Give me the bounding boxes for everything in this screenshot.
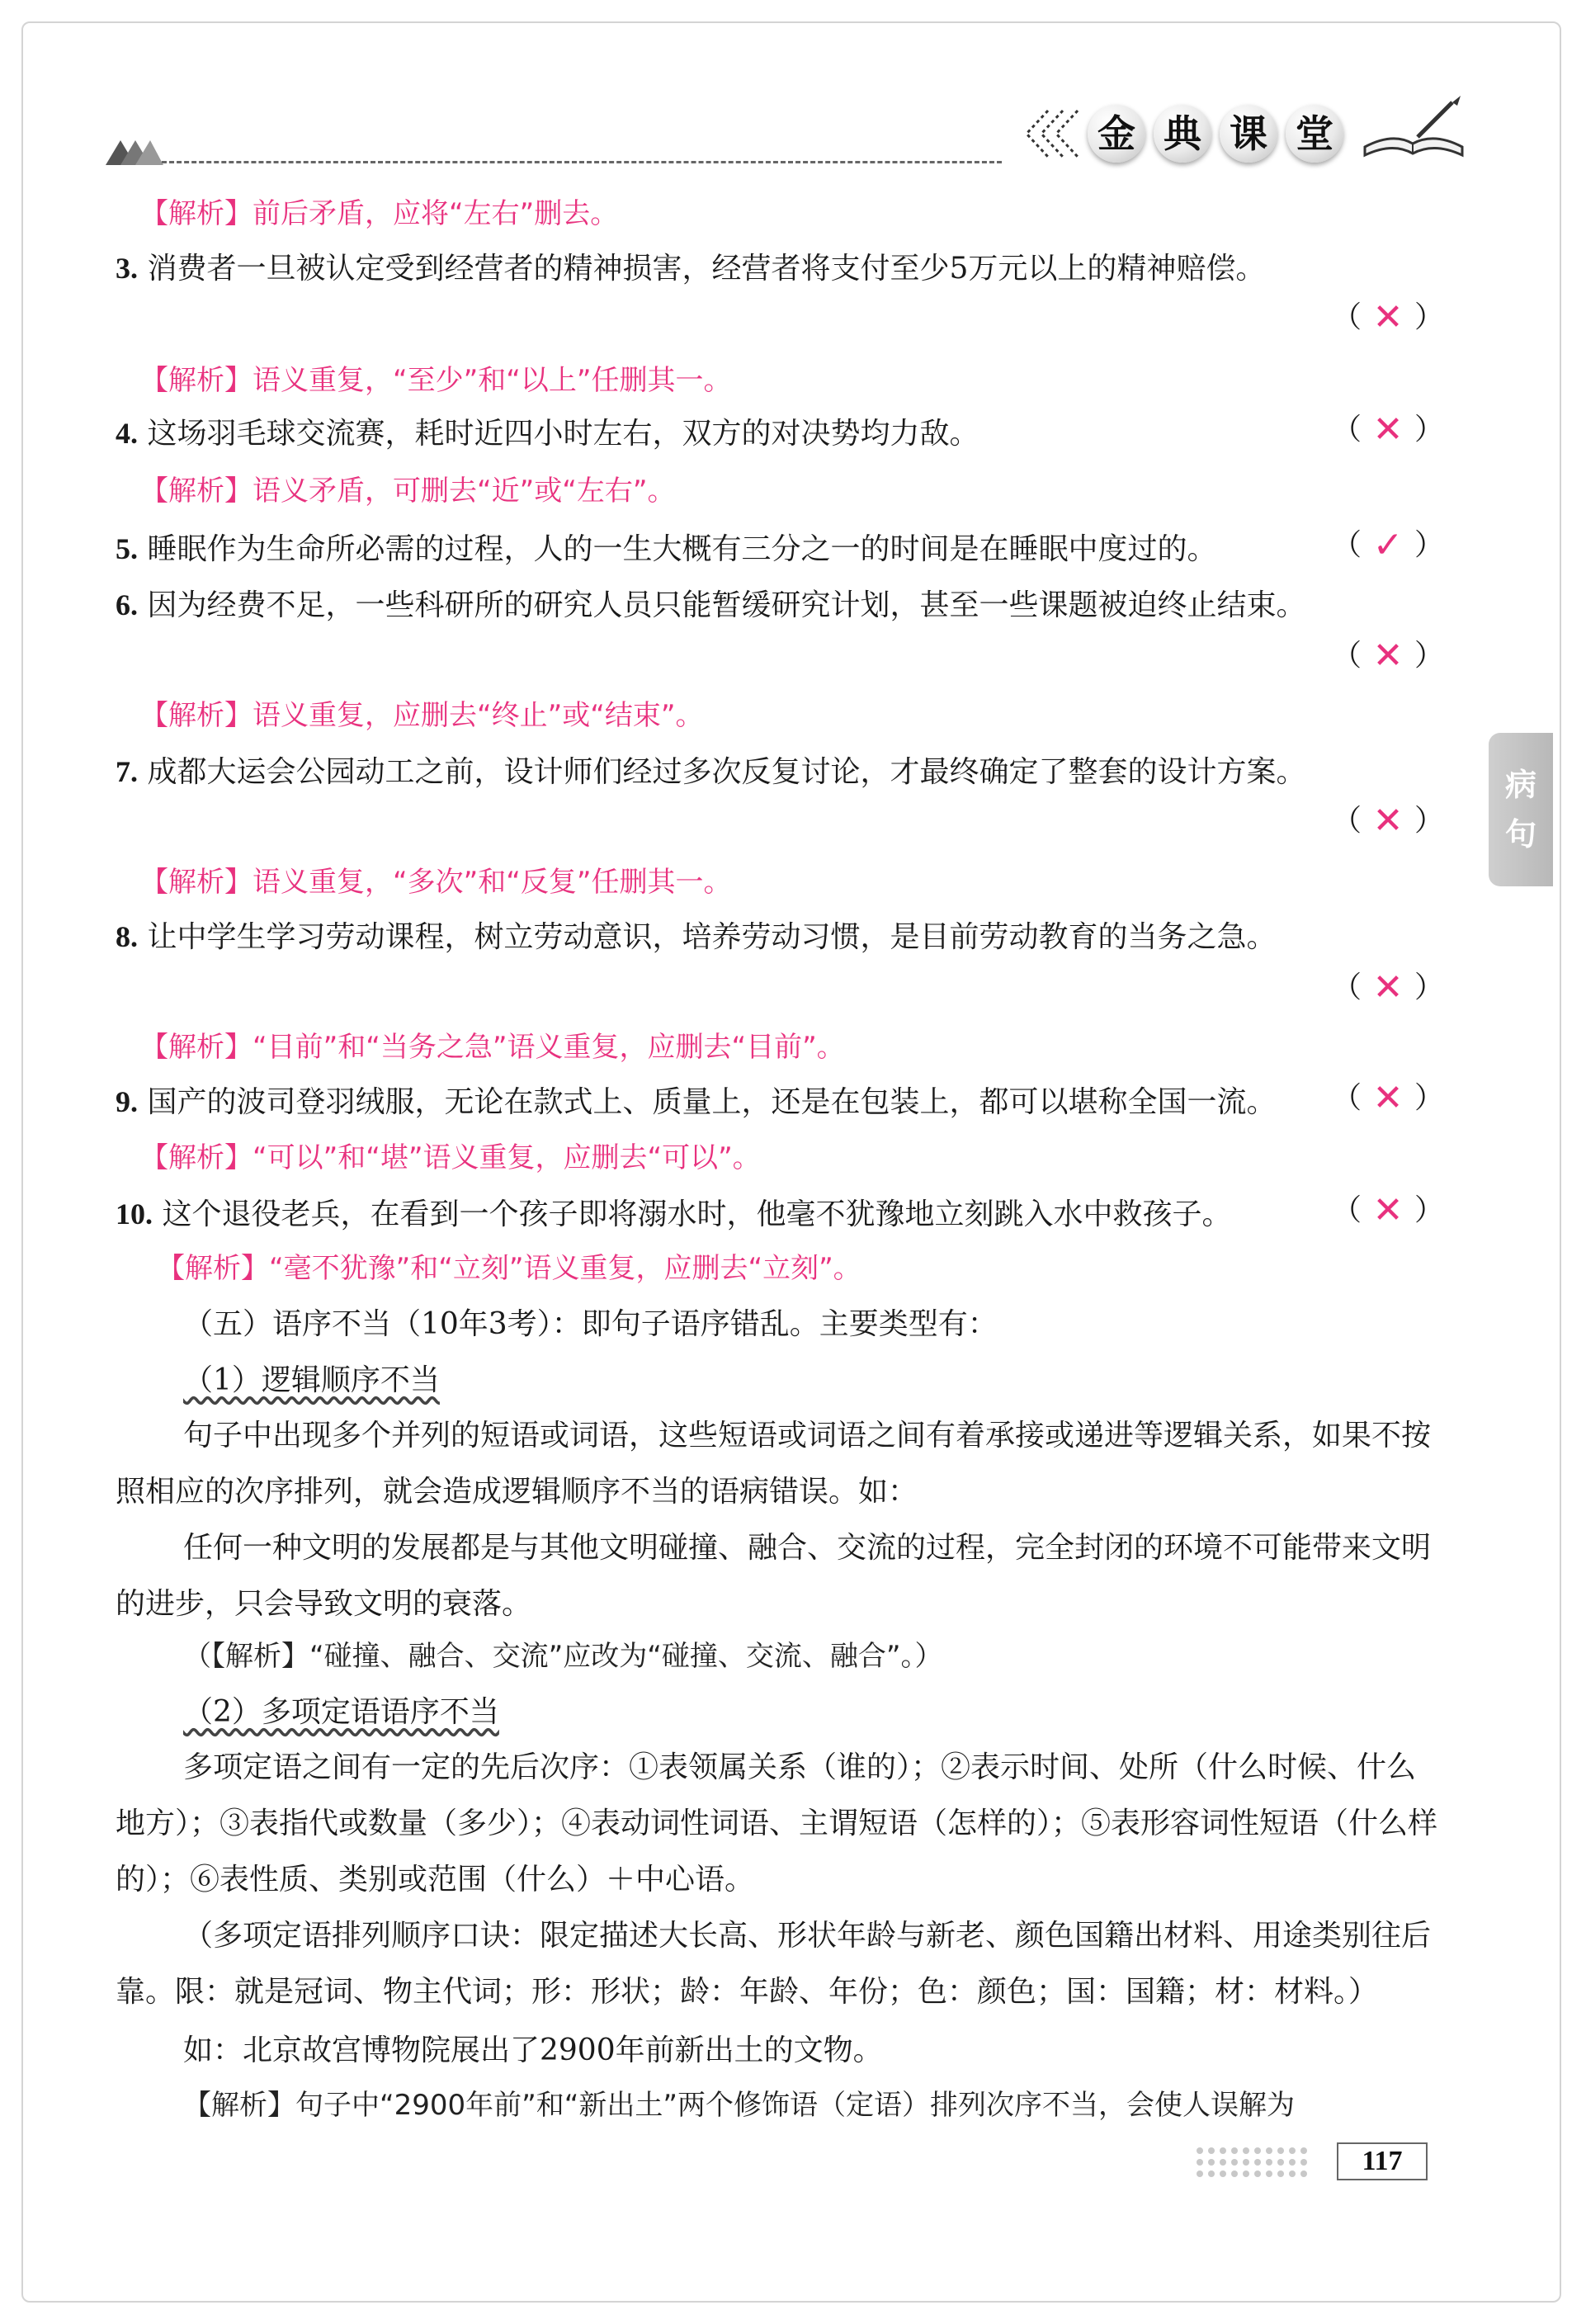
paragraph-4: （多项定语排列顺序口诀：限定描述大长高、形状年龄与新老、颜色国籍出材料、用途类别往后靠。限：就是冠词、物主代词；形：形状；龄：年龄、年份；色：颜色；国：国籍；材：材料。） (116, 1919, 1432, 2009)
subheading-text: （1）逻辑顺序不当 (183, 1363, 440, 1397)
question-number: 10. (116, 1197, 153, 1230)
question-text: 国产的波司登羽绒服，无论在款式上、质量上，还是在包装上，都可以堪称全国一流。 (147, 1085, 1277, 1119)
analysis-6: 【解析】语义重复，应删去“终止”或“结束”。 (140, 699, 704, 732)
brand-char: 金 (1088, 105, 1145, 163)
subheading-text: （2）多项定语语序不当 (183, 1695, 499, 1729)
answer-mark-4 (1332, 409, 1444, 451)
paren-open: （ (1332, 1193, 1362, 1227)
question-text: 成都大运会公园动工之前，设计师们经过多次反复讨论，才最终确定了整套的设计方案。 (147, 755, 1306, 789)
question-3 (116, 248, 1444, 290)
question-7 (116, 751, 1444, 793)
check-icon: ✓ (1372, 524, 1404, 566)
analysis-8: 【解析】“目前”和“当务之急”语义重复，应删去“目前”。 (140, 1031, 845, 1064)
paragraph-5: 如：北京故宫博物院展出了2900年前新出土的文物。 (183, 2034, 883, 2067)
answer-mark-7 (1332, 801, 1444, 842)
question-9 (116, 1081, 1444, 1123)
header-triangle-icon (106, 139, 163, 167)
side-tab-char: 病 (1504, 767, 1536, 803)
question-4 (116, 413, 1444, 455)
section-heading: （五）语序不当（10年3考）：即句子语序错乱。主要类型有： (183, 1307, 998, 1341)
paren-close: ） (1414, 1081, 1444, 1115)
analysis-2: 【解析】前后矛盾，应将“左右”删去。 (140, 197, 619, 230)
paragraph-1: 句子中出现多个并列的短语或词语，这些短语或词语之间有着承接或递进等逻辑关系，如果不按照相应的次序排列，就会造成逻辑顺序不当的语病错误。如： (116, 1419, 1432, 1509)
side-tab-char: 句 (1504, 816, 1536, 853)
question-number: 7. (116, 755, 138, 788)
analysis-3: 【解析】语义重复，“至少”和“以上”任删其一。 (140, 364, 732, 397)
paren-close: ） (1414, 971, 1444, 1004)
analysis-7: 【解析】语义重复，“多次”和“反复”任删其一。 (140, 866, 732, 899)
paren-close: ） (1414, 413, 1444, 446)
analysis-9: 【解析】“可以”和“堪”语义重复，应删去“可以”。 (140, 1141, 761, 1174)
paren-close: ） (1414, 804, 1444, 838)
brand-char: 堂 (1286, 105, 1343, 163)
paren-open: （ (1332, 300, 1362, 334)
question-number: 4. (116, 417, 138, 450)
footer-dots-decoration (1195, 2144, 1319, 2182)
question-number: 9. (116, 1085, 138, 1118)
question-10 (116, 1193, 1444, 1235)
cross-icon: ✕ (1372, 409, 1404, 451)
paragraph-3: 多项定语之间有一定的先后次序：①表领属关系（谁的）；②表示时间、处所（什么时候、什么地方）；③表指代或数量（多少）；④表动词性词语、主谓短语（怎样的）；⑤表形容词性短语（什么样的）；⑥表性质、类别或范围（什么）＋中心语。 (116, 1750, 1438, 1897)
paren-open: （ (1332, 528, 1362, 562)
question-number: 6. (116, 588, 138, 621)
brand-title (1088, 99, 1343, 168)
cross-icon: ✕ (1372, 966, 1404, 1008)
answer-mark-9 (1332, 1078, 1444, 1119)
question-text: 这场羽毛球交流赛，耗时近四小时左右，双方的对决势均力敌。 (147, 417, 979, 451)
answer-mark-10 (1332, 1190, 1444, 1231)
question-6 (116, 584, 1444, 626)
cross-icon: ✕ (1372, 635, 1404, 677)
answer-mark-3 (1332, 297, 1444, 338)
paren-close: ） (1414, 528, 1444, 562)
question-8 (116, 916, 1444, 958)
answer-mark-5 (1332, 525, 1444, 566)
question-5 (116, 528, 1444, 570)
answer-mark-6 (1332, 635, 1444, 677)
subheading-1 (183, 1360, 1512, 1401)
cross-icon: ✕ (1372, 800, 1404, 842)
paren-open: （ (1332, 804, 1362, 838)
question-number: 8. (116, 920, 138, 953)
paren-close: ） (1414, 1193, 1444, 1227)
subheading-2 (183, 1692, 1512, 1733)
analysis-paragraph-2: （【解析】“碰撞、融合、交流”应改为“碰撞、交流、融合”。） (183, 1640, 943, 1673)
paren-open: （ (1332, 413, 1362, 446)
cross-icon: ✕ (1372, 1189, 1404, 1231)
analysis-paragraph-5: 【解析】句子中“2900年前”和“新出土”两个修饰语（定语）排列次序不当，会使人误解为 (183, 2089, 1295, 2122)
cross-icon: ✕ (1372, 296, 1404, 338)
cross-icon: ✕ (1372, 1077, 1404, 1119)
paren-close: ） (1414, 300, 1444, 334)
question-text: 消费者一旦被认定受到经营者的精神损害，经营者将支付至少5万元以上的精神赔偿。 (147, 252, 1266, 286)
analysis-10: 【解析】“毫不犹豫”和“立刻”语义重复，应删去“立刻”。 (157, 1252, 861, 1285)
question-text: 让中学生学习劳动课程，树立劳动意识，培养劳动习惯，是目前劳动教育的当务之急。 (147, 920, 1277, 954)
page-number: 117 (1337, 2142, 1428, 2180)
question-number: 3. (116, 252, 138, 285)
question-number: 5. (116, 532, 138, 565)
paren-open: （ (1332, 1081, 1362, 1115)
paragraph-2: 任何一种文明的发展都是与其他文明碰撞、融合、交流的过程，完全封闭的环境不可能带来文明的进步，只会导致文明的衰落。 (116, 1531, 1432, 1621)
brand-char: 典 (1154, 105, 1211, 163)
analysis-4: 【解析】语义矛盾，可删去“近”或“左右”。 (140, 475, 676, 508)
paren-open: （ (1332, 639, 1362, 673)
book-pen-icon (1360, 89, 1467, 163)
answer-mark-8 (1332, 967, 1444, 1008)
paren-open: （ (1332, 971, 1362, 1004)
question-text: 因为经费不足，一些科研所的研究人员只能暂缓研究计划，甚至一些课题被迫终止结束。 (147, 588, 1306, 622)
brand-char: 课 (1220, 105, 1277, 163)
paren-close: ） (1414, 639, 1444, 673)
side-tab-chapter (1489, 733, 1553, 886)
header-divider (162, 161, 1002, 163)
question-text: 这个退役老兵，在看到一个孩子即将溺水时，他毫不犹豫地立刻跳入水中救孩子。 (162, 1197, 1232, 1231)
question-text: 睡眠作为生命所必需的过程，人的一生大概有三分之一的时间是在睡眠中度过的。 (147, 532, 1217, 566)
header-chevron-icon (1020, 107, 1083, 160)
